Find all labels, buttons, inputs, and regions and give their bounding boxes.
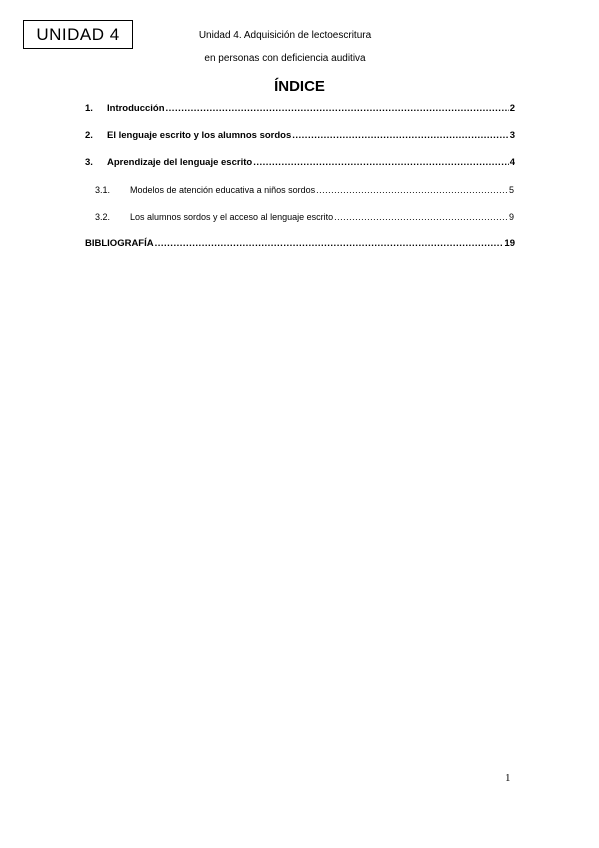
toc-entry-bibliografia[interactable] <box>85 237 515 251</box>
toc-entry-title: Aprendizaje del lenguaje escrito <box>107 157 253 168</box>
unit-label: UNIDAD 4 <box>23 20 133 49</box>
toc-entry-number: 3.1. <box>95 185 111 195</box>
toc-entry-title: BIBLIOGRAFÍA <box>85 238 154 249</box>
toc-entry-title: Los alumnos sordos y el acceso al lenguaje escrito <box>130 212 334 222</box>
page-number: 1 <box>505 772 511 784</box>
toc-entry-page: 19 <box>504 238 515 249</box>
header-title-line-2: en personas con deficiencia auditiva <box>204 53 366 64</box>
toc-leader-dots <box>316 183 508 197</box>
toc-leader-dots <box>253 156 509 170</box>
toc-entry-page: 5 <box>508 185 514 195</box>
toc-entry-lenguaje-escrito-alumnos-sordos[interactable] <box>85 129 515 143</box>
toc-entry-page: 4 <box>509 157 515 168</box>
toc-leader-dots <box>292 129 508 143</box>
toc-entry-page: 3 <box>509 130 515 141</box>
toc-entry-title: El lenguaje escrito y los alumnos sordos <box>107 130 292 141</box>
toc-entry-title: Introducción <box>107 103 165 114</box>
toc-entry-number: 3. <box>85 157 93 168</box>
toc-entry-page: 9 <box>508 212 514 222</box>
toc-leader-dots <box>166 102 509 116</box>
toc-entry-aprendizaje-lenguaje-escrito[interactable] <box>85 156 515 170</box>
toc-entry-modelos-atencion-educativa[interactable] <box>95 183 514 197</box>
toc-leader-dots <box>155 237 504 251</box>
toc-entry-number: 3.2. <box>95 212 111 222</box>
index-title: ÍNDICE <box>274 78 325 95</box>
toc-leader-dots <box>334 210 508 224</box>
toc-entry-number: 1. <box>85 103 93 114</box>
toc-entry-alumnos-sordos-acceso[interactable] <box>95 210 514 224</box>
toc-entry-introduccion[interactable] <box>85 102 515 116</box>
toc-entry-number: 2. <box>85 130 93 141</box>
toc-entry-title: Modelos de atención educativa a niños sordos <box>130 185 316 195</box>
header-title-line-1: Unidad 4. Adquisición de lectoescritura <box>198 30 372 41</box>
toc-entry-page: 2 <box>509 103 515 114</box>
